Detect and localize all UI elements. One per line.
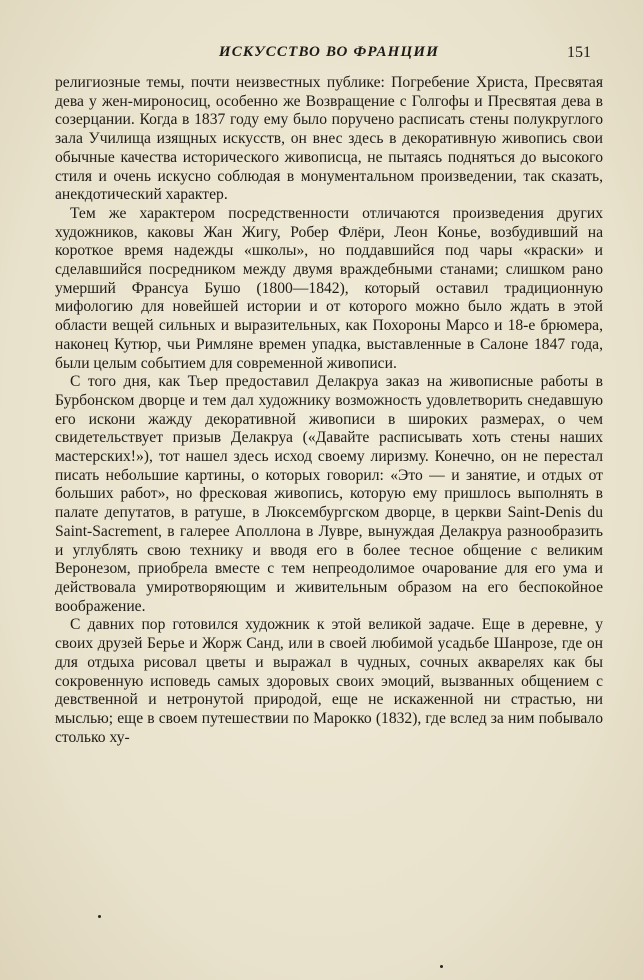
running-title: ИСКУССТВО ВО ФРАНЦИИ xyxy=(218,44,440,60)
paragraph-4: С давних пор готовился художник к этой великой задаче. Еще в деревне, у своих друзей Берье и Жорж Санд, или в своей любимой усадьбе Шанрозе, где он для отдыха рисовал цветы и выражал в чудных, сочных акварелях как бы сокровенную исповедь самых здоровых своих эмоций, вызванных общением с девственной и нетронутой природой, еще не искаженной ни страстью, ни мыслью; еще в своем путешествии по Марокко (1832), где вслед за ним побывало столько ху- xyxy=(55,616,603,746)
paragraph-3: С того дня, как Тьер предоставил Делакруа заказ на живописные работы в Бурбонском дворце и тем дал художнику возможность удовлетворить снедавшую его искони жажду декоративной живописи в широких размерах, о чем свидетельствует призыв Делакруа («Давайте расписывать хоть стены наших мастерских!»), тот нашел здесь исход своему лиризму. Конечно, он не перестал писать небольшие картины, о которых говорил: «Это — и занятие, и отдых от больших работ», но фресковая живопись, которую ему пришлось выполнять в палате депутатов, в ратуше, в Люксембургском дворце, в церкви Saint-Denis du Saint-Sacrement, в галерее Аполлона в Лувре, вынуждая Делакруа разнообразить и углублять свою технику и вводя его в более тесное общение с великим Веронезом, приобрела вместе с тем непреодолимое очарование для его ума и действовала умиротворяющим и живительным образом на его беспокойное воображение. xyxy=(55,373,603,615)
body-text xyxy=(55,74,603,747)
paragraph-2: Тем же характером посредственности отличаются произведения других художников, каковы Жан Жигу, Робер Флёри, Леон Конье, возбудивший на короткое время надежды «школы», но поддавшийся под чары «краски» и сделавшийся посредником между двумя враждебными станами; слишком рано умерший Франсуа Бушо (1800—1842), который оставил традиционную мифологию для новейшей истории и от которого можно было ждать в этой области вещей сильных и выразительных, как Похороны Марсо и 18-е брюмера, наконец Кутюр, чьи Римляне времен упадка, выставленные в Салоне 1847 года, были целым событием для современной живописи. xyxy=(55,204,603,372)
paragraph-1: религиозные темы, почти неизвестных публике: Погребение Христа, Пресвятая дева у жен-мироносиц, особенно же Возвращение с Голгофы и Пресвятая дева в созерцании. Когда в 1837 году ему было поручено расписать стены полукруглого зала Училища изящных искусств, он внес здесь в декоративную живопись свои обычные качества исторического живописца, не пытаясь подняться до высокого стиля и очень искусно соблюдая в монументальном произведении, так сказать, анекдотический характер. xyxy=(55,74,603,204)
paper-speck xyxy=(98,915,101,918)
paper-speck xyxy=(440,965,443,968)
page-number: 151 xyxy=(567,44,591,61)
page-header xyxy=(55,44,603,68)
